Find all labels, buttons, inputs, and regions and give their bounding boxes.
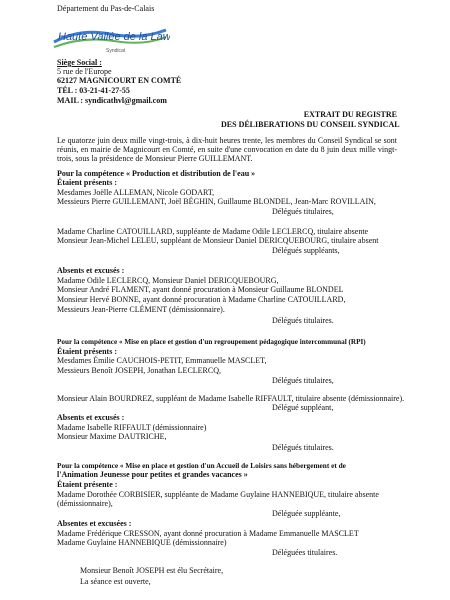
section3-present-2: (démissionnaire), [57, 499, 113, 508]
section1-title: Pour la compétence « Production et distribution de l'eau » [57, 169, 256, 178]
section1-substitute-1: Madame Charline CATOUILLARD, suppléante de Madame Odile LECLERCQ, titulaire absente [57, 227, 369, 236]
logo-subtext: Syndicat [106, 48, 126, 54]
siege-tel: TÉL : 03-21-41-27-55 [57, 86, 130, 95]
section1-absent-4: Messieurs Jean-Pierre CLÉMENT (démissionnaire). [57, 305, 225, 314]
department-name: Département du Pas-de-Calais [57, 4, 155, 13]
section3-title-2: l'Animation Jeunesse pour petites et grandes vacances » [57, 470, 248, 479]
section3-absent-delegates: Déléguées titulaires. [272, 548, 338, 557]
logo-text: Haute Vallée de la Lawe [58, 31, 170, 43]
session-open-line: La séance est ouverte, [80, 577, 151, 586]
section1-absent-label: Absents et excusés : [57, 266, 125, 275]
section3-absent-label: Absentes et excusées : [57, 519, 132, 528]
section3-present-1: Madame Dorothée CORBISIER, suppléante de Madame Guylaine HANNEBIQUE, titulaire absente [57, 490, 379, 499]
section2-present-2: Messieurs Benoît JOSEPH, Jonathan LECLERCQ, [57, 366, 221, 375]
section1-substitute-2: Monsieur Jean-Michel LELEU, suppléant de Monsieur Daniel DERICQUEBOURG, titulaire absent [57, 236, 379, 245]
section3-absent-1: Madame Frédérique CRESSON, ayant donné procuration à Madame Emmanuelle MASCLET [57, 529, 359, 538]
extract-title-2: DES DÉLIBERATIONS DU CONSEIL SYNDICAL [221, 120, 400, 129]
section2-absent-2: Monsieur Maxime DAUTRICHE, [57, 432, 167, 441]
section2-absent-delegates: Délégués titulaires. [272, 443, 334, 452]
section1-absent-1: Madame Odile LECLERCQ, Monsieur Daniel DERICQUEBOURG, [57, 276, 279, 285]
section2-title: Pour la compétence « Mise en place et gestion d'un regroupement pédagogique intercommunal (RPI) [57, 338, 366, 346]
logo-graphic [50, 20, 170, 56]
section1-present-2: Messieurs Pierre GUILLEMANT, Joël BÉGHIN, Guillaume BLONDEL, Jean-Marc ROVILLAIN, [57, 197, 376, 206]
siege-street: 5 rue de l'Europe [57, 67, 112, 76]
section2-delegates: Délégués titulaires, [272, 376, 334, 385]
section1-absent-3: Monsieur Hervé BONNE, ayant donné procuration à Madame Charline CATOUILLARD, [57, 295, 346, 304]
siege-mail: MAIL : syndicathvl@gmail.com [57, 96, 167, 105]
section2-present-1: Mesdames Émilie CAUCHOIS-PETIT, Emmanuelle MASCLET, [57, 356, 267, 365]
section1-absent-2: Monsieur André FLAMENT, ayant donné procuration à Monsieur Guillaume BLONDEL [57, 285, 344, 294]
siege-city: 62127 MAGNICOURT EN COMTÉ [57, 76, 182, 85]
section1-delegates: Délégués titulaires, [272, 207, 334, 216]
section2-absent-label: Absents et excusés : [57, 413, 125, 422]
intro-paragraph: Le quatorze juin deux mille vingt-trois, à dix-huit heures trente, les membres du Conseil Syndical se sont réunis, en mairie de Magnicourt en Comté, en suite d'une convocation en date du 8 juin deux mille vingt-trois, sous la présidence de Monsieur Pierre GUILLEMANT. [57, 136, 397, 163]
section3-title-1: Pour la compétence « Mise en place et gestion d'un Accueil de Loisirs sans hébergement et de [57, 461, 346, 470]
section3-substitute-label: Déléguée suppléante, [272, 509, 341, 518]
section1-present-label: Étaient présents : [57, 178, 117, 187]
section2-absent-1: Madame Isabelle RIFFAULT (démissionnaire) [57, 423, 207, 432]
section1-substitutes-label: Délégués suppléants, [272, 246, 340, 255]
section2-substitute-label: Délégué suppléant, [272, 403, 334, 412]
section3-present-label: Étaient présente : [57, 480, 118, 489]
section1-absent-delegates: Délégués titulaires. [272, 316, 334, 325]
section1-present-1: Mesdames Joëlle ALLEMAN, Nicole GODART, [57, 188, 215, 197]
section2-substitute-1: Monsieur Alain BOURDREZ, suppléant de Madame Isabelle RIFFAULT, titulaire absente (démissionnaire). [57, 394, 405, 403]
section2-present-label: Étaient présents : [57, 347, 117, 356]
extract-title-1: EXTRAIT DU REGISTRE [303, 110, 397, 119]
secretary-line: Monsieur Benoît JOSEPH est élu Secrétaire, [80, 566, 224, 575]
siege-label: Siège Social : [57, 58, 102, 67]
section3-absent-2: Madame Guylaine HANNEBIQUE (démissionnaire) [57, 538, 227, 547]
syndicate-logo [50, 20, 170, 56]
